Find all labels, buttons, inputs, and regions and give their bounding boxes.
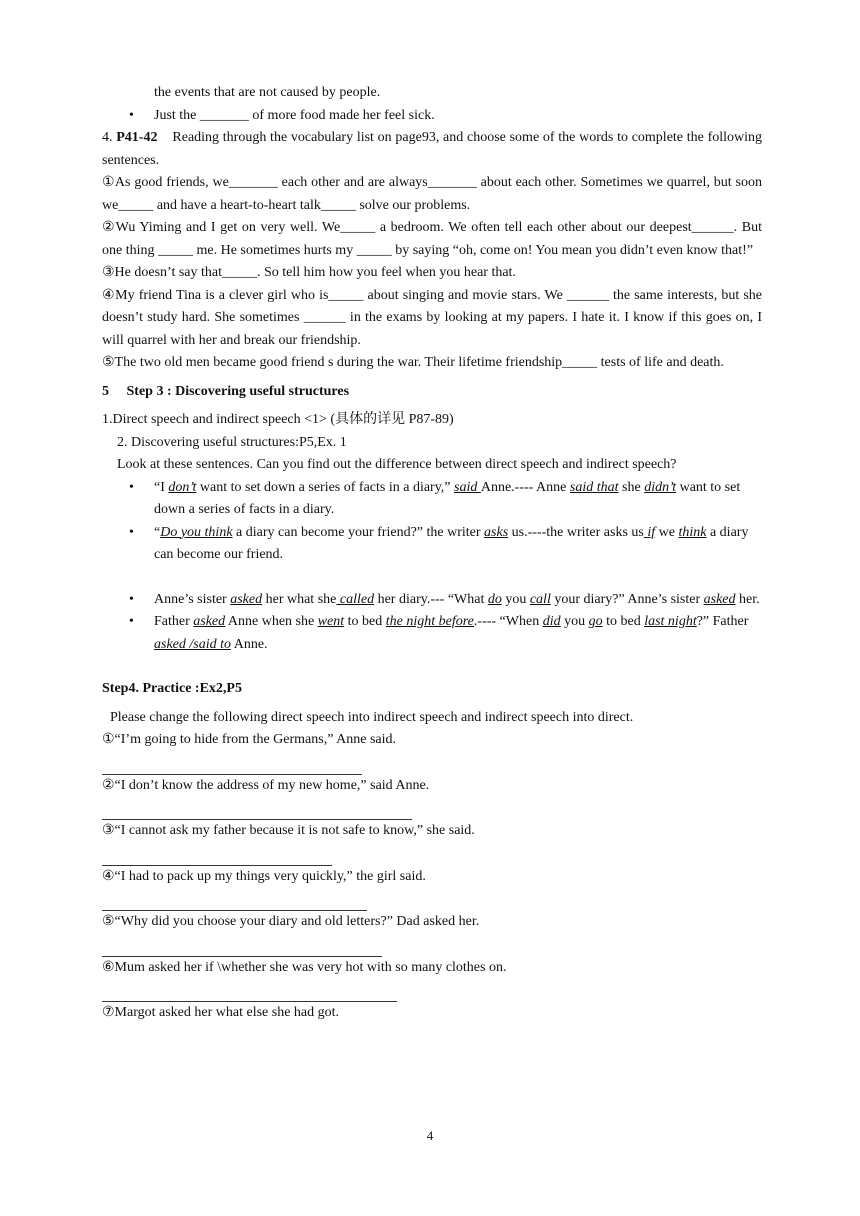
bullet-icon: •	[129, 524, 134, 540]
bullet-icon: •	[129, 591, 134, 607]
answer-line[interactable]	[102, 752, 362, 775]
page-reference: P41-42	[116, 130, 158, 145]
bullet-icon: •	[129, 107, 134, 123]
exercise-item: ⑥Mum asked her if \whether she was very hot with so many clothes on.	[102, 959, 507, 975]
exercise-item: ②“I don’t know the address of my new home,” said Anne.	[102, 777, 430, 793]
section-heading-step3: 5 Step 3 : Discovering useful structures	[102, 383, 350, 399]
sentence-2: ②Wu Yiming and I get on very well. We_____ a bedroom. We often tell each other about our deepest______. But one thing _____ me. He sometimes hurts my _____ by saying “oh, come on! You mean you didn’t even know that!”	[102, 220, 762, 258]
text-line: 1.Direct speech and indirect speech <1> (具体的详见 P87-89)	[102, 412, 454, 427]
answer-line[interactable]	[102, 934, 382, 957]
text-line: Please change the following direct speech into indirect speech and indirect speech into direct.	[110, 709, 634, 725]
bullet-item: • Just the _______ of more food made her feel sick.	[102, 105, 762, 128]
text-line: Look at these sentences. Can you find out the difference between direct speech and indirect speech?	[117, 457, 677, 472]
document-body	[102, 82, 762, 1025]
example-bullet-2: • “Do you think a diary can become your friend?” the writer asks us.----the writer asks us if we think a diary can become our friend.	[102, 522, 762, 567]
exercise-item: ⑦Margot asked her what else she had got.	[102, 1005, 340, 1020]
answer-line[interactable]	[102, 843, 332, 866]
sentence-5: ⑤The two old men became good friend s during the war. Their lifetime friendship_____ tests of life and death.	[102, 355, 724, 370]
bullet-icon: •	[129, 479, 134, 495]
text-line: 2. Discovering useful structures:P5,Ex. 1	[117, 434, 347, 450]
exercise-item: ③“I cannot ask my father because it is not safe to know,” she said.	[102, 823, 475, 838]
sentence-4: ④My friend Tina is a clever girl who is_____ about singing and movie stars. We ______ the same interests, but she doesn’t study hard. She sometimes ______ in the exams by looking at my papers. I hate it. I know if this goes on, I will quarrel with her and break our friendship.	[102, 287, 762, 348]
answer-line[interactable]	[102, 979, 397, 1002]
answer-line[interactable]	[102, 797, 412, 820]
text-line: the events that are not caused by people.	[154, 85, 381, 100]
question-4: 4. P41-42 Reading through the vocabulary list on page93, and choose some of the words to complete the following sentences.	[102, 130, 763, 168]
sentence-3: ③He doesn’t say that_____. So tell him how you feel when you hear that.	[102, 265, 516, 280]
exercise-item: ④“I had to pack up my things very quickly,” the girl said.	[102, 868, 426, 884]
example-bullet-4: • Father asked Anne when she went to bed the night before.---- “When did you go to bed last night?” Father asked /said to Anne.	[102, 611, 762, 656]
section-heading-step4: Step4. Practice :Ex2,P5	[102, 681, 242, 696]
sentence-1: ①As good friends, we_______ each other and are always_______ about each other. Sometimes we quarrel, but soon we_____ and have a heart-to-heart talk_____ solve our problems.	[102, 175, 762, 213]
exercise-item: ①“I’m going to hide from the Germans,” Anne said.	[102, 732, 397, 747]
page-number: 4	[426, 1128, 434, 1143]
example-bullet-1: • “I don’t want to set down a series of facts in a diary,” said Anne.---- Anne said that she didn’t want to set down a series of facts in a diary.	[102, 477, 762, 522]
exercise-item: ⑤“Why did you choose your diary and old letters?” Dad asked her.	[102, 914, 480, 929]
bullet-icon: •	[129, 614, 134, 629]
example-bullet-3: • Anne’s sister asked her what she called her diary.--- “What do you call your diary?” Anne’s sister asked her.	[102, 589, 762, 612]
answer-line[interactable]	[102, 888, 367, 911]
